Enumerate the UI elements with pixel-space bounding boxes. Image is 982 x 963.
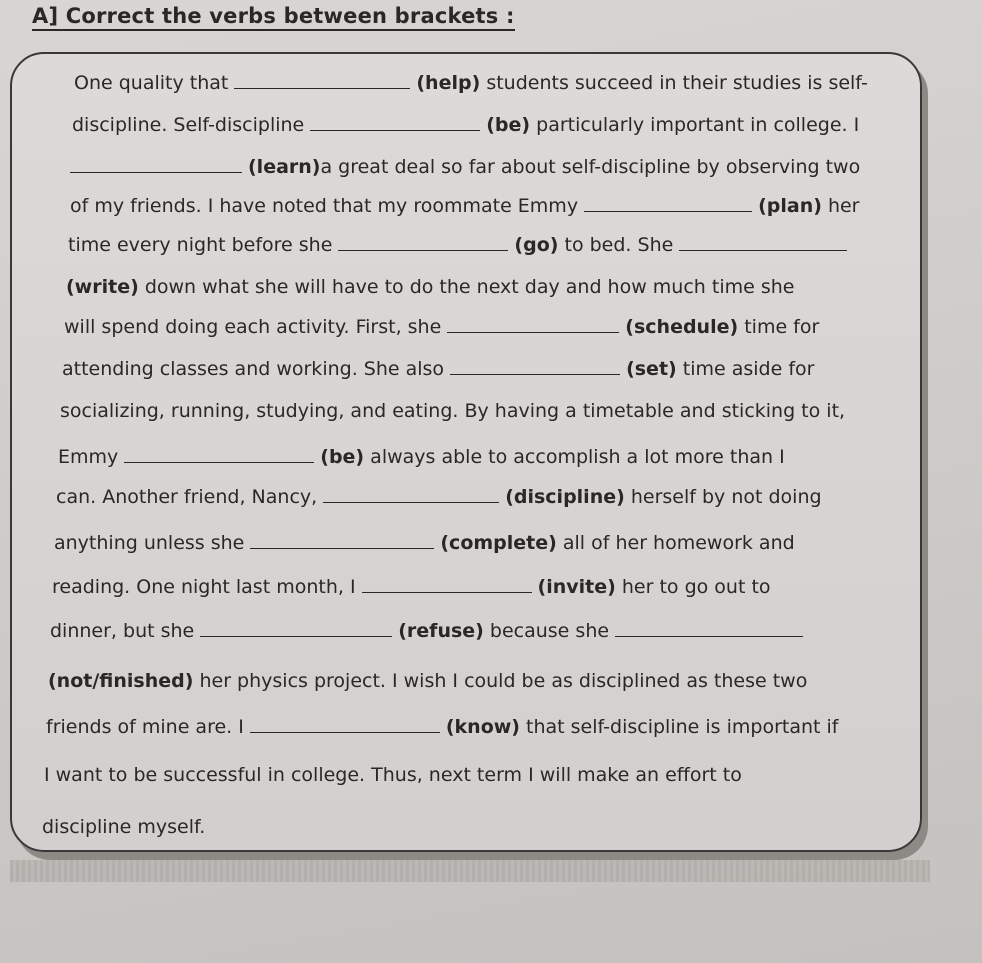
desk-edge — [10, 860, 930, 882]
answer-blank-6[interactable] — [679, 249, 847, 251]
passage-line-6: (write) down what she will have to do the next day and how much time she — [66, 276, 795, 298]
passage-line-14: dinner, but she (refuse) because she — [50, 622, 809, 641]
passage-line-7: will spend doing each activity. First, she (schedule) time for — [64, 316, 820, 338]
passage-line-17: I want to be successful in college. Thus, next term I will make an effort to — [44, 764, 742, 786]
answer-blank-13[interactable] — [200, 635, 392, 637]
passage-line-4: of my friends. I have noted that my roommate Emmy (plan) her — [70, 195, 860, 217]
passage-line-2: discipline. Self-discipline (be) particularly important in college. I — [72, 114, 860, 136]
answer-blank-8[interactable] — [450, 373, 620, 375]
passage-line-16: friends of mine are. I (know) that self-discipline is important if — [46, 716, 839, 738]
answer-blank-12[interactable] — [362, 591, 532, 593]
answer-blank-14[interactable] — [615, 635, 803, 637]
answer-blank-3[interactable] — [70, 171, 242, 173]
answer-blank-15[interactable] — [250, 731, 440, 733]
answer-blank-4[interactable] — [584, 210, 752, 212]
passage-line-12: anything unless she (complete) all of her homework and — [54, 532, 795, 554]
passage-line-1: One quality that (help) students succeed in their studies is self- — [74, 72, 868, 94]
passage-line-15: (not/finished) her physics project. I wish I could be as disciplined as these two — [48, 670, 808, 692]
passage-line-5: time every night before she (go) to bed. She — [68, 236, 853, 255]
answer-blank-9[interactable] — [124, 461, 314, 463]
passage-line-3: (learn)a great deal so far about self-discipline by observing two — [70, 158, 860, 177]
passage-line-18: discipline myself. — [42, 816, 206, 838]
answer-blank-5[interactable] — [338, 249, 508, 251]
answer-blank-7[interactable] — [447, 331, 619, 333]
passage-line-8: attending classes and working. She also (set) time aside for — [62, 358, 815, 380]
passage-line-11: can. Another friend, Nancy, (discipline) herself by not doing — [56, 486, 822, 508]
passage-line-9: socializing, running, studying, and eating. By having a timetable and sticking to it, — [60, 400, 846, 422]
answer-blank-11[interactable] — [250, 547, 434, 549]
passage-line-10: Emmy (be) always able to accomplish a lot more than I — [58, 446, 785, 468]
answer-blank-2[interactable] — [310, 129, 480, 131]
answer-blank-10[interactable] — [323, 501, 499, 503]
exercise-heading: A] Correct the verbs between brackets : — [32, 4, 515, 31]
answer-blank-1[interactable] — [234, 87, 410, 89]
passage-line-13: reading. One night last month, I (invite) her to go out to — [52, 576, 771, 598]
